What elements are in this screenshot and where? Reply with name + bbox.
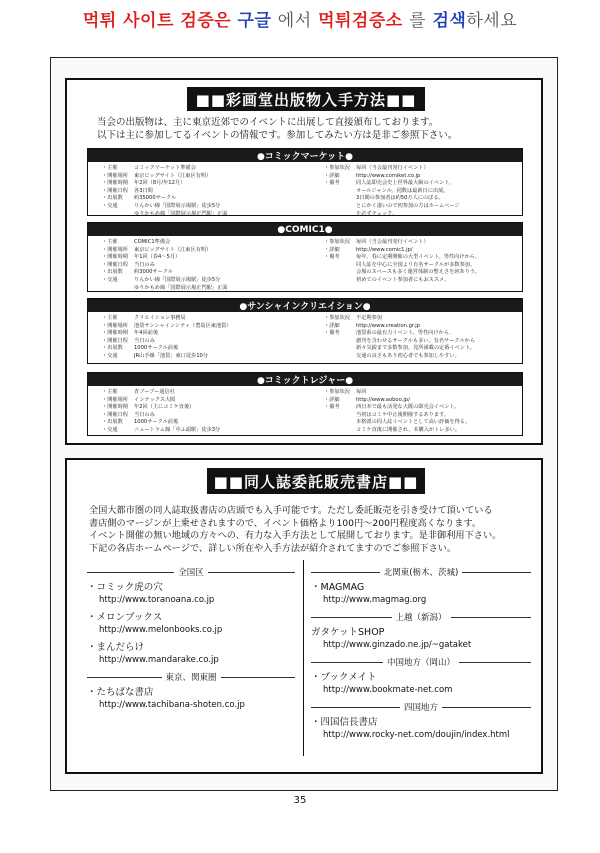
event-detail-row bbox=[324, 203, 460, 211]
event-detail-value: 年2回（8月/年12月） bbox=[134, 180, 186, 187]
shops-left-column bbox=[87, 564, 295, 716]
rule-line bbox=[311, 617, 392, 618]
event-detail-key: ・開催日程 bbox=[102, 411, 128, 418]
region-heading bbox=[311, 656, 531, 668]
shop-name: ・コミック虎の穴 bbox=[87, 582, 163, 593]
event-detail-key: ・開催日程 bbox=[102, 337, 128, 344]
event-detail-value: りんかい線「国際展示場駅」徒歩5分 bbox=[134, 202, 221, 209]
shop-url-link[interactable]: http://www.toranoana.co.jp bbox=[99, 595, 215, 605]
event-detail-value: 年4回前後 bbox=[134, 330, 159, 337]
event-detail-value: COMIC1準備会 bbox=[134, 239, 171, 245]
rule-line bbox=[87, 572, 174, 573]
event-box-comic1 bbox=[87, 222, 523, 292]
shop-entry bbox=[87, 581, 295, 607]
event-detail-key: ・詳細 bbox=[324, 322, 340, 329]
event-detail-value: 同人誌即売会史上世界最大級のイベント。 bbox=[356, 180, 455, 187]
event-detail-key: ・主催 bbox=[102, 165, 118, 171]
region-label: 北関東(栃木、茨城) bbox=[383, 568, 459, 578]
column-divider bbox=[303, 560, 304, 756]
event-left-col bbox=[102, 165, 227, 218]
event-title: ●コミックマーケット● bbox=[88, 149, 522, 162]
region-label: 全国区 bbox=[178, 568, 204, 578]
rule-line bbox=[311, 707, 400, 708]
intro-line: 下記の各店ホームページで、詳しい所在や入手方法が紹介されてますのでご参照下さい。 bbox=[89, 542, 457, 554]
event-detail-key: ・参加状況 bbox=[324, 315, 350, 321]
intro-line: 以下は主に参加してるイベントの情報です。参加してみたい方は是非ご参照下さい。 bbox=[97, 130, 458, 141]
event-detail-key: ・交通 bbox=[102, 426, 118, 433]
event-detail-key: ・開催場所 bbox=[102, 322, 128, 329]
event-title: ●COMIC1● bbox=[88, 223, 522, 236]
event-detail-key: ・開催時期 bbox=[102, 404, 128, 411]
shop-name: ・ブックメイト bbox=[311, 672, 377, 683]
event-detail-row bbox=[102, 269, 227, 277]
event-detail-row bbox=[102, 239, 227, 247]
event-title: ●サンシャインクリエイション● bbox=[88, 299, 522, 312]
event-detail-value: 東京ビッグサイト（江東区有明） bbox=[134, 172, 212, 179]
event-detail-row bbox=[324, 404, 470, 412]
shop-entry bbox=[87, 641, 295, 667]
event-right-col bbox=[324, 315, 475, 361]
event-detail-row bbox=[102, 419, 220, 427]
event-detail-value: 同人誌を中心に全国より有名サークルが多数参加。 bbox=[356, 261, 476, 268]
event-detail-value: 初めてのイベント参加者にもおススメ。 bbox=[356, 276, 450, 283]
event-detail-value: 当日のみ bbox=[134, 411, 155, 418]
event-detail-key: ・主催 bbox=[102, 389, 118, 395]
shop-url-link[interactable]: http://www.mandarake.co.jp bbox=[99, 655, 219, 665]
event-detail-key: ・出展数 bbox=[102, 345, 123, 352]
event-detail-row bbox=[324, 330, 475, 338]
event-detail-row bbox=[102, 315, 232, 323]
event-detail-value: 本格派の同人誌イベントとして高い評価を得る。 bbox=[356, 419, 471, 426]
event-detail-row bbox=[102, 165, 227, 173]
shop-entry bbox=[87, 686, 295, 712]
event-detail-value: 池袋サンシャインシティ（豊島区東池袋） bbox=[134, 322, 232, 329]
rule-line bbox=[311, 662, 383, 663]
event-detail-value: とにかく凄いので初参加の方はホームページ bbox=[356, 202, 460, 209]
event-detail-row bbox=[102, 389, 220, 397]
event-detail-key: ・開催時期 bbox=[102, 330, 128, 337]
rule-line bbox=[87, 677, 162, 678]
event-detail-row bbox=[324, 180, 460, 188]
event-detail-key: ・開催場所 bbox=[102, 396, 128, 403]
shop-name: ・MAGMAG bbox=[311, 582, 365, 593]
event-detail-row bbox=[102, 285, 227, 293]
event-detail-row bbox=[324, 353, 475, 361]
banner-text-7: 하세요 bbox=[466, 10, 518, 31]
banner-text-1: 먹튀 사이트 검증은 bbox=[82, 10, 232, 31]
event-detail-value: 青ブーブー通信社 bbox=[134, 389, 175, 395]
shop-entry bbox=[311, 716, 531, 742]
event-detail-key: ・出展数 bbox=[102, 419, 123, 426]
intro-line: 書店側のマージンが上乗せされますので、イベント価格より100円〜200円程度高くなります。 bbox=[89, 517, 482, 529]
region-heading bbox=[87, 671, 295, 683]
event-detail-key: ・備考 bbox=[324, 404, 340, 411]
event-detail-value: オールジャンル。同数は最新日に出展。 bbox=[356, 187, 449, 194]
event-detail-key: ・交通 bbox=[102, 352, 118, 359]
shop-entry bbox=[311, 671, 531, 697]
region-label: 東京、関東圏 bbox=[165, 673, 217, 683]
event-detail-key: ・備考 bbox=[324, 330, 340, 337]
event-detail-value: 1000サークル前後 bbox=[134, 419, 179, 426]
event-box-comiket bbox=[87, 148, 523, 216]
banner-text-5: 를 bbox=[409, 10, 427, 31]
shop-url-link[interactable]: http://www.magmag.org bbox=[323, 595, 427, 605]
event-right-col bbox=[324, 165, 460, 218]
event-detail-row bbox=[324, 389, 470, 397]
event-detail-row bbox=[324, 239, 480, 247]
event-detail-key: ・出展数 bbox=[102, 269, 123, 276]
shop-name: ・四国信長書店 bbox=[311, 717, 378, 728]
shop-entry bbox=[87, 611, 295, 637]
event-detail-row bbox=[324, 345, 475, 353]
shop-entry bbox=[311, 581, 531, 607]
event-detail-value: 年2回（主にコミケ直後） bbox=[134, 404, 195, 411]
event-detail-value: 当初はコミケ中止後開催するあります。 bbox=[356, 411, 449, 418]
region-heading bbox=[87, 566, 295, 578]
shops-intro bbox=[89, 505, 529, 555]
event-detail-value: 各3日間 bbox=[134, 187, 153, 194]
intro-line: 全国大都市圏の同人誌取扱書店の店頭でも入手可能です。ただし委託販売を引き受けて頂いている bbox=[89, 505, 493, 516]
rule-line bbox=[459, 662, 531, 663]
event-detail-row bbox=[102, 203, 227, 211]
event-detail-row bbox=[102, 211, 227, 219]
event-detail-key: ・詳細 bbox=[324, 396, 340, 403]
event-left-col bbox=[102, 239, 227, 292]
banner-text-4: 먹튀검증소 bbox=[318, 10, 403, 31]
shop-name: ・メロンブックス bbox=[87, 612, 163, 623]
event-detail-value: 約35000サークル bbox=[134, 195, 177, 202]
events-panel bbox=[65, 78, 543, 445]
intro-line: イベント開催の無い地域の方々への、有力な入手方法として展開しております。是非御利用下さい。 bbox=[89, 530, 502, 542]
rule-line bbox=[462, 572, 531, 573]
event-detail-row bbox=[324, 419, 470, 427]
top-banner bbox=[0, 0, 600, 36]
region-heading bbox=[311, 611, 531, 623]
event-detail-key: ・参加状況 bbox=[324, 389, 350, 395]
shop-url-link[interactable]: http://www.melonbooks.co.jp bbox=[99, 625, 223, 635]
event-detail-key: ・参加状況 bbox=[324, 239, 350, 245]
shop-name: ・まんだらけ bbox=[87, 642, 145, 653]
event-box-sunshine-creation bbox=[87, 298, 523, 364]
event-detail-key: ・開催日程 bbox=[102, 261, 128, 268]
event-detail-key: ・交通 bbox=[102, 276, 118, 283]
event-detail-value: 毎回（当会最刊発行イベント） bbox=[356, 239, 429, 245]
event-detail-key: ・開催時期 bbox=[102, 254, 128, 261]
event-detail-key: ・開催場所 bbox=[102, 172, 128, 179]
event-detail-row bbox=[102, 345, 232, 353]
event-detail-value: コミケ直後に開催され、本購入がトレ多い。 bbox=[356, 426, 461, 433]
event-detail-key: ・主催 bbox=[102, 239, 118, 245]
event-detail-value: http://www.creation.gr.jp bbox=[356, 322, 420, 329]
event-detail-row bbox=[102, 427, 220, 435]
event-detail-row bbox=[324, 277, 480, 285]
banner-text-6: 검색 bbox=[432, 10, 467, 31]
rule-line bbox=[208, 572, 295, 573]
intro-line: 当会の出版物は、主に東京近郊でのイベントに出展して直接頒布しております。 bbox=[97, 117, 439, 128]
event-detail-value: JR山手線「池袋」東口徒歩10分 bbox=[134, 352, 208, 359]
event-detail-value: http://www.comic1.jp/ bbox=[356, 246, 413, 253]
event-detail-value: 毎回 bbox=[356, 389, 367, 395]
event-detail-row bbox=[102, 254, 227, 262]
event-detail-row bbox=[102, 180, 227, 188]
event-detail-value: 毎回（当会最刊発行イベント） bbox=[356, 165, 429, 171]
rule-line bbox=[451, 617, 532, 618]
events-panel-title: ■■彩画堂出版物入手方法■■ bbox=[187, 87, 425, 111]
region-label: 上越（新潟） bbox=[395, 613, 447, 623]
event-detail-row bbox=[102, 404, 220, 412]
event-detail-row bbox=[324, 427, 470, 435]
event-detail-value: ゆりかもめ線「国際展示場正門駅」正面 bbox=[134, 210, 228, 217]
event-detail-key: ・参加状況 bbox=[324, 165, 350, 171]
event-detail-value: 当日のみ bbox=[134, 261, 155, 268]
event-detail-value: 新々気鋭まで多数参加。見所満載の定番イベント。 bbox=[356, 345, 475, 352]
event-detail-key: ・主催 bbox=[102, 315, 118, 321]
region-label: 中国地方（岡山） bbox=[387, 658, 456, 668]
event-detail-key: ・出展数 bbox=[102, 195, 123, 202]
event-detail-key: ・備考 bbox=[324, 180, 340, 187]
event-detail-value: コミックマーケット準備会 bbox=[134, 165, 196, 171]
shop-name: ・たちばな書店 bbox=[87, 687, 154, 698]
banner-text-3: 에서 bbox=[277, 10, 312, 31]
event-detail-value: http://www.comiket.co.jp bbox=[356, 172, 421, 179]
event-detail-value: 池袋系の最有力イベント。男性向けから、 bbox=[356, 330, 455, 337]
event-detail-value: 当日のみ bbox=[134, 337, 155, 344]
shops-panel bbox=[65, 458, 543, 774]
event-right-col bbox=[324, 239, 480, 285]
event-detail-value: 約3000サークル bbox=[134, 269, 173, 276]
event-detail-value: 1000サークル前後 bbox=[134, 345, 179, 352]
event-detail-value: 毎年、春に定期開催の大型イベント。男性向けから、 bbox=[356, 254, 481, 261]
event-detail-value: りんかい線「国際展示場駅」徒歩5分 bbox=[134, 276, 221, 283]
shop-name: ガタケットSHOP bbox=[311, 627, 385, 638]
rule-line bbox=[311, 572, 380, 573]
event-detail-value: インテックス大阪 bbox=[134, 396, 176, 403]
event-detail-row bbox=[324, 269, 480, 277]
event-detail-value: http://www.aoboo.jp/ bbox=[356, 396, 410, 403]
event-detail-value: 創刊を含わせるサークルも多い。有名サークルから bbox=[356, 337, 476, 344]
event-detail-value: を必ずチェック。 bbox=[356, 210, 398, 217]
event-detail-key: ・詳細 bbox=[324, 246, 340, 253]
shop-url-link[interactable]: http://www.tachibana-shoten.co.jp bbox=[99, 700, 245, 710]
event-left-col bbox=[102, 315, 232, 361]
shops-panel-title: ■■同人誌委託販売書店■■ bbox=[207, 468, 425, 494]
event-title: ●コミックトレジャー● bbox=[88, 373, 522, 386]
banner-text-2: 구글 bbox=[237, 10, 272, 31]
event-detail-key: ・開催時期 bbox=[102, 180, 128, 187]
event-detail-row bbox=[102, 330, 232, 338]
event-detail-key: ・開催場所 bbox=[102, 246, 128, 253]
region-label: 四国地方 bbox=[404, 703, 439, 713]
event-detail-value: ゆりかもめ線「国際展示場正門駅」正面 bbox=[134, 284, 228, 291]
event-detail-row bbox=[324, 211, 460, 219]
event-right-col bbox=[324, 389, 470, 435]
event-detail-row bbox=[102, 277, 227, 285]
event-detail-row bbox=[324, 315, 475, 323]
event-detail-value: ニュートラム線「中ふ頭駅」徒歩3分 bbox=[134, 426, 221, 433]
event-detail-key: ・交通 bbox=[102, 202, 118, 209]
event-detail-row bbox=[102, 353, 232, 361]
shop-entry bbox=[311, 626, 531, 652]
event-detail-row bbox=[324, 254, 480, 262]
shop-url-link[interactable]: http://www.rocky-net.com/doujin/index.html bbox=[323, 730, 510, 740]
event-detail-key: ・詳細 bbox=[324, 172, 340, 179]
event-detail-value: 交通の良さもあり初心者でも参加しやすい。 bbox=[356, 352, 460, 359]
event-detail-value: 年1回（春4〜5月） bbox=[134, 254, 181, 261]
event-detail-value: 東京ビッグサイト（江東区有明） bbox=[134, 246, 212, 253]
event-detail-key: ・備考 bbox=[324, 254, 340, 261]
shop-url-link[interactable]: http://www.bookmate-net.com bbox=[323, 685, 453, 695]
event-detail-value: 会場のスペースも多く運営体制の整えさを誇ありう。 bbox=[356, 269, 481, 276]
event-detail-value: 3日間の参加者は約50万人にのぼる。 bbox=[356, 195, 444, 202]
region-heading bbox=[311, 566, 531, 578]
event-box-comic-treasure bbox=[87, 372, 523, 436]
rule-line bbox=[442, 707, 531, 708]
event-detail-row bbox=[102, 195, 227, 203]
rule-line bbox=[221, 677, 296, 678]
region-heading bbox=[311, 701, 531, 713]
event-detail-value: 不定期参加 bbox=[356, 315, 382, 321]
event-detail-row bbox=[324, 195, 460, 203]
event-detail-value: 西日本で最も活発な大阪の即売会イベント。 bbox=[356, 404, 460, 411]
event-detail-key: ・開催日程 bbox=[102, 187, 128, 194]
page-number: 35 bbox=[293, 795, 307, 806]
event-detail-value: クリエイション事務局 bbox=[134, 315, 186, 321]
shops-right-column bbox=[311, 564, 531, 746]
event-detail-row bbox=[324, 165, 460, 173]
shop-url-link[interactable]: http://www.ginzado.ne.jp/~gataket bbox=[323, 640, 472, 650]
event-left-col bbox=[102, 389, 220, 435]
events-intro bbox=[97, 116, 517, 142]
